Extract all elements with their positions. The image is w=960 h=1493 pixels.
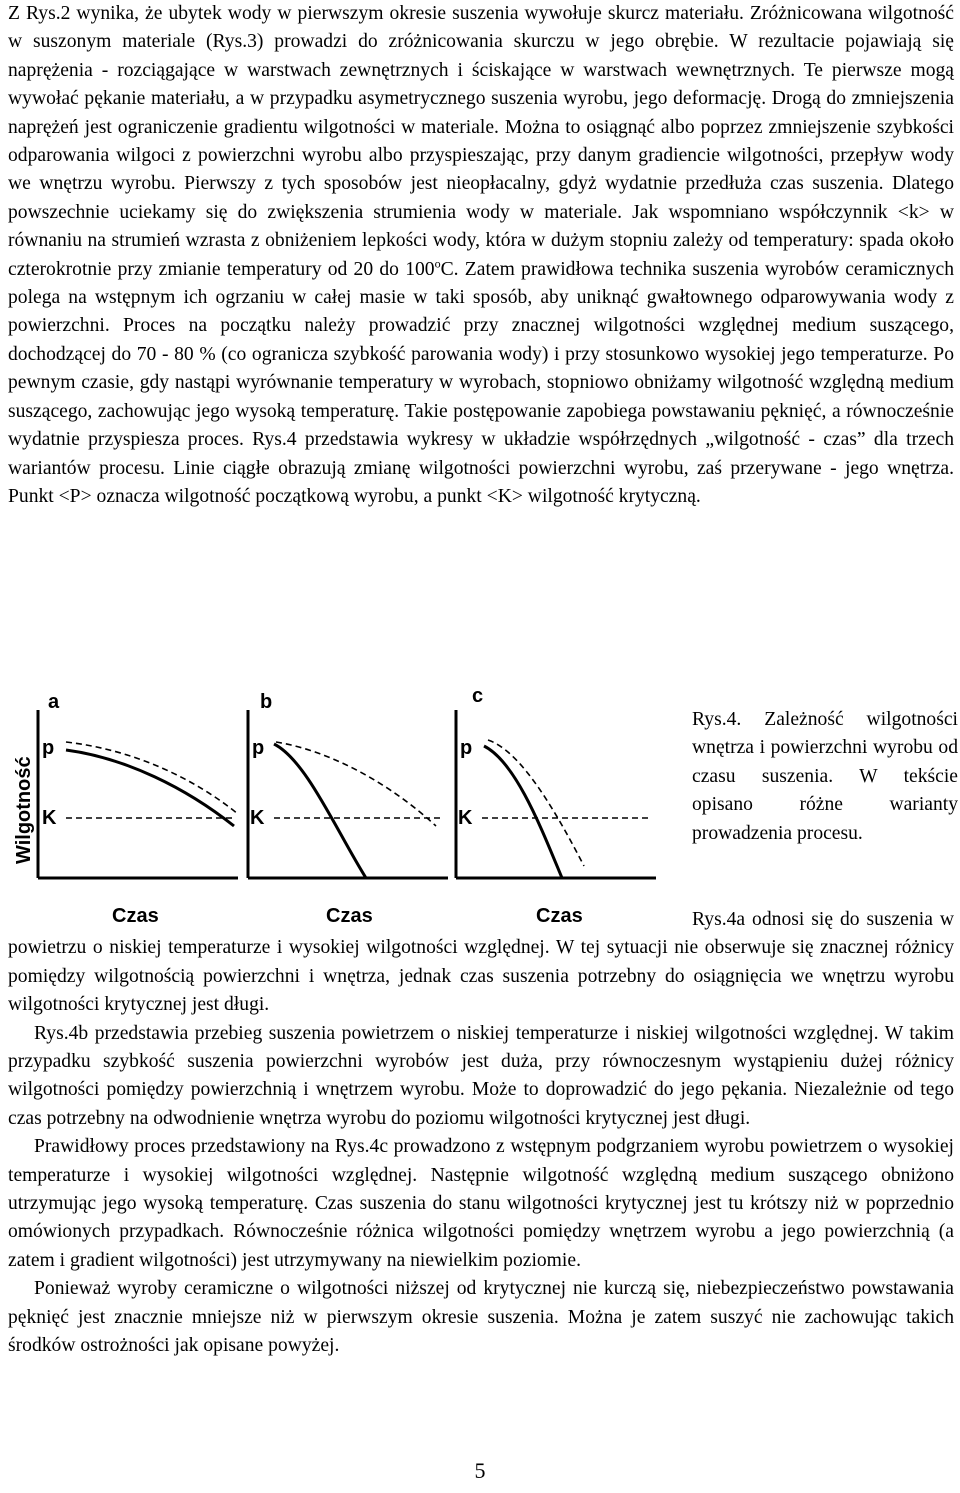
panel-c-interior-curve bbox=[488, 740, 584, 866]
y-axis-label: Wilgotność bbox=[13, 756, 35, 864]
panel-a-x-label: Czas bbox=[112, 905, 159, 927]
panel-c-k-label: K bbox=[458, 807, 473, 829]
intro-text bbox=[8, 0, 954, 511]
intro-text-part2: C. Zatem prawidłowa technika suszenia wyrobów ceramicznych polega na wstępnym ich ogrzaniu w całej masie w taki sposób, aby uniknąć gwałtownego odparowywania wody z powierzchni. Proces na początku należy prowadzić przy znacznej wilgotności względnej medium suszącego, dochodzącej do 70 - 80 % (co ogranicza szybkość parowania wody) i przy stosunkowo wysokiej jego temperaturze. Po pewnym czasie, gdy nastąpi wyrównanie temperatury w wyrobach, stopniowo obniżamy wilgotność względną medium suszącego, zachowując jego wysoką temperaturę. Takie postępowanie zapobiega powstawaniu pęknięć, a równocześnie wydatnie przyspiesza proces. Rys.4 przedstawia wykresy w układzie współrzędnych „wilgotność - czas” dla trzech wariantów procesu. Linie ciągłe obrazują zmianę wilgotności powierzchni wyrobu, zaś przerywane - jego wnętrza. Punkt <P> oznacza wilgotność początkową wyrobu, a punkt <K> wilgotność krytyczną. bbox=[8, 258, 954, 507]
paragraph-rys4a: Rys.4a odnosi się do suszenia w powietrzu o niskiej temperaturze i wysokiej wilgotności względnej. W tej sytuacji nie obserwuje się znacznej różnicy pomiędzy wilgotnością powierzchni i wnętrza, jednak czas suszenia potrzebny do osiągnięcia we wnętrzu wyrobu wilgotności krytycznej jest długi. bbox=[8, 909, 954, 1016]
panel-a-p-label: p bbox=[42, 737, 55, 759]
intro-paragraph bbox=[8, 0, 954, 511]
panel-c bbox=[456, 685, 656, 927]
panel-a bbox=[38, 691, 238, 927]
figure-caption bbox=[692, 706, 958, 848]
intro-text-part1: Z Rys.2 wynika, że ubytek wody w pierwszym okresie suszenia wywołuje skurcz materiału. Zróżnicowana wilgotność w suszonym materiale (Rys.3) prowadzi do zróżnicowania skurczu w jego obrębie. W rezultacie pojawiają się naprężenia - rozciągające w warstwach zewnętrznych i ściskające w warstwach wewnętrznych. Te pierwsze mogą wywołać pękanie materiału, a w przypadku asymetrycznego suszenia wyrobu, jego deformację. Drogą do zmniejszenia naprężeń jest ograniczenie gradientu wilgotności w materiale. Można to osiągnąć albo poprzez zmniejszenie szybkości odparowania wilgoci z powierzchni wyrobu albo przyspieszając, przy danym gradiencie wilgotności, przepływ wody we wnętrzu wyrobu. Pierwszy z tych sposobów jest nieopłacalny, gdyż wydatnie przedłuża czas suszenia. Dlatego powszechnie uciekamy się do zwiększenia strumienia wody w materiale. Jak wspomniano współczynnik <k> w równaniu na strumień wzrasta z obniżeniem lepkości wody, która w dużym stopniu zależy od temperatury: spada około czterokrotnie przy zmianie temperatury od 20 do 100 bbox=[8, 3, 954, 280]
panel-b-surface-curve bbox=[274, 744, 366, 878]
figure-rys4 bbox=[6, 680, 686, 930]
panel-b-letter: b bbox=[260, 691, 273, 713]
panel-b-x-label: Czas bbox=[326, 905, 373, 927]
panel-b-k-label: K bbox=[250, 807, 265, 829]
degree-superscript: o bbox=[434, 256, 441, 271]
paragraph-rys4c: Prawidłowy proces przedstawiony na Rys.4c prowadzono z wstępnym podgrzaniem wyrobu powietrzem o wysokiej temperaturze i wysokiej wilgotności względnej. Następnie wilgotność względną medium suszącego obniżono utrzymując jego wysoką temperaturę. Czas suszenia do stanu wilgotności krytycznej jest tu krótszy niż w poprzednio omówionych przypadkach. Równocześnie różnica wilgotności pomiędzy wnętrzem wyrobu a jego powierzchnią (a zatem i gradient wilgotności) jest utrzymywany na niewielkim poziomie. bbox=[8, 1136, 954, 1271]
panel-c-letter: c bbox=[472, 685, 484, 707]
figure-rys4-svg bbox=[6, 680, 686, 930]
panel-c-surface-curve bbox=[484, 746, 562, 878]
paragraph-final: Ponieważ wyroby ceramiczne o wilgotności niższej od krytycznej nie kurczą się, niebezpieczeństwo powstawania pęknięć jest znacznie mniejsze niż w pierwszym okresie suszenia. Można je zatem suszyć nie zachowując takich środków ostrożności jak opisane powyżej. bbox=[8, 1278, 954, 1357]
panel-a-letter: a bbox=[48, 691, 60, 713]
panel-b-interior-curve bbox=[276, 742, 436, 826]
panel-b bbox=[248, 691, 448, 927]
panel-a-surface-curve bbox=[66, 750, 234, 826]
panel-c-p-label: p bbox=[460, 737, 473, 759]
figure-caption-text: Rys.4. Zależność wilgotności wnętrza i powierzchni wyrobu od czasu suszenia. W tekście opisano różne warianty prowadzenia procesu. bbox=[692, 709, 958, 844]
page-number: 5 bbox=[474, 1458, 486, 1483]
panel-b-p-label: p bbox=[252, 737, 265, 759]
panel-a-interior-curve bbox=[66, 742, 238, 814]
panel-a-k-label: K bbox=[42, 807, 57, 829]
body-text bbox=[8, 906, 954, 1361]
paragraph-rys4b: Rys.4b przedstawia przebieg suszenia powietrzem o niskiej temperaturze i niskiej wilgotności względnej. W takim przypadku szybkość suszenia powierzchni wyrobów jest duża, przy równoczesnym wystąpieniu dużej różnicy wilgotności pomiędzy powierzchnią i wnętrzem wyrobu. Może to doprowadzić do jego pękania. Niezależnie od tego czas potrzebny na odwodnienie wnętrza wyrobu do poziomu wilgotności krytycznej jest długi. bbox=[8, 1022, 954, 1129]
panel-c-x-label: Czas bbox=[536, 905, 583, 927]
